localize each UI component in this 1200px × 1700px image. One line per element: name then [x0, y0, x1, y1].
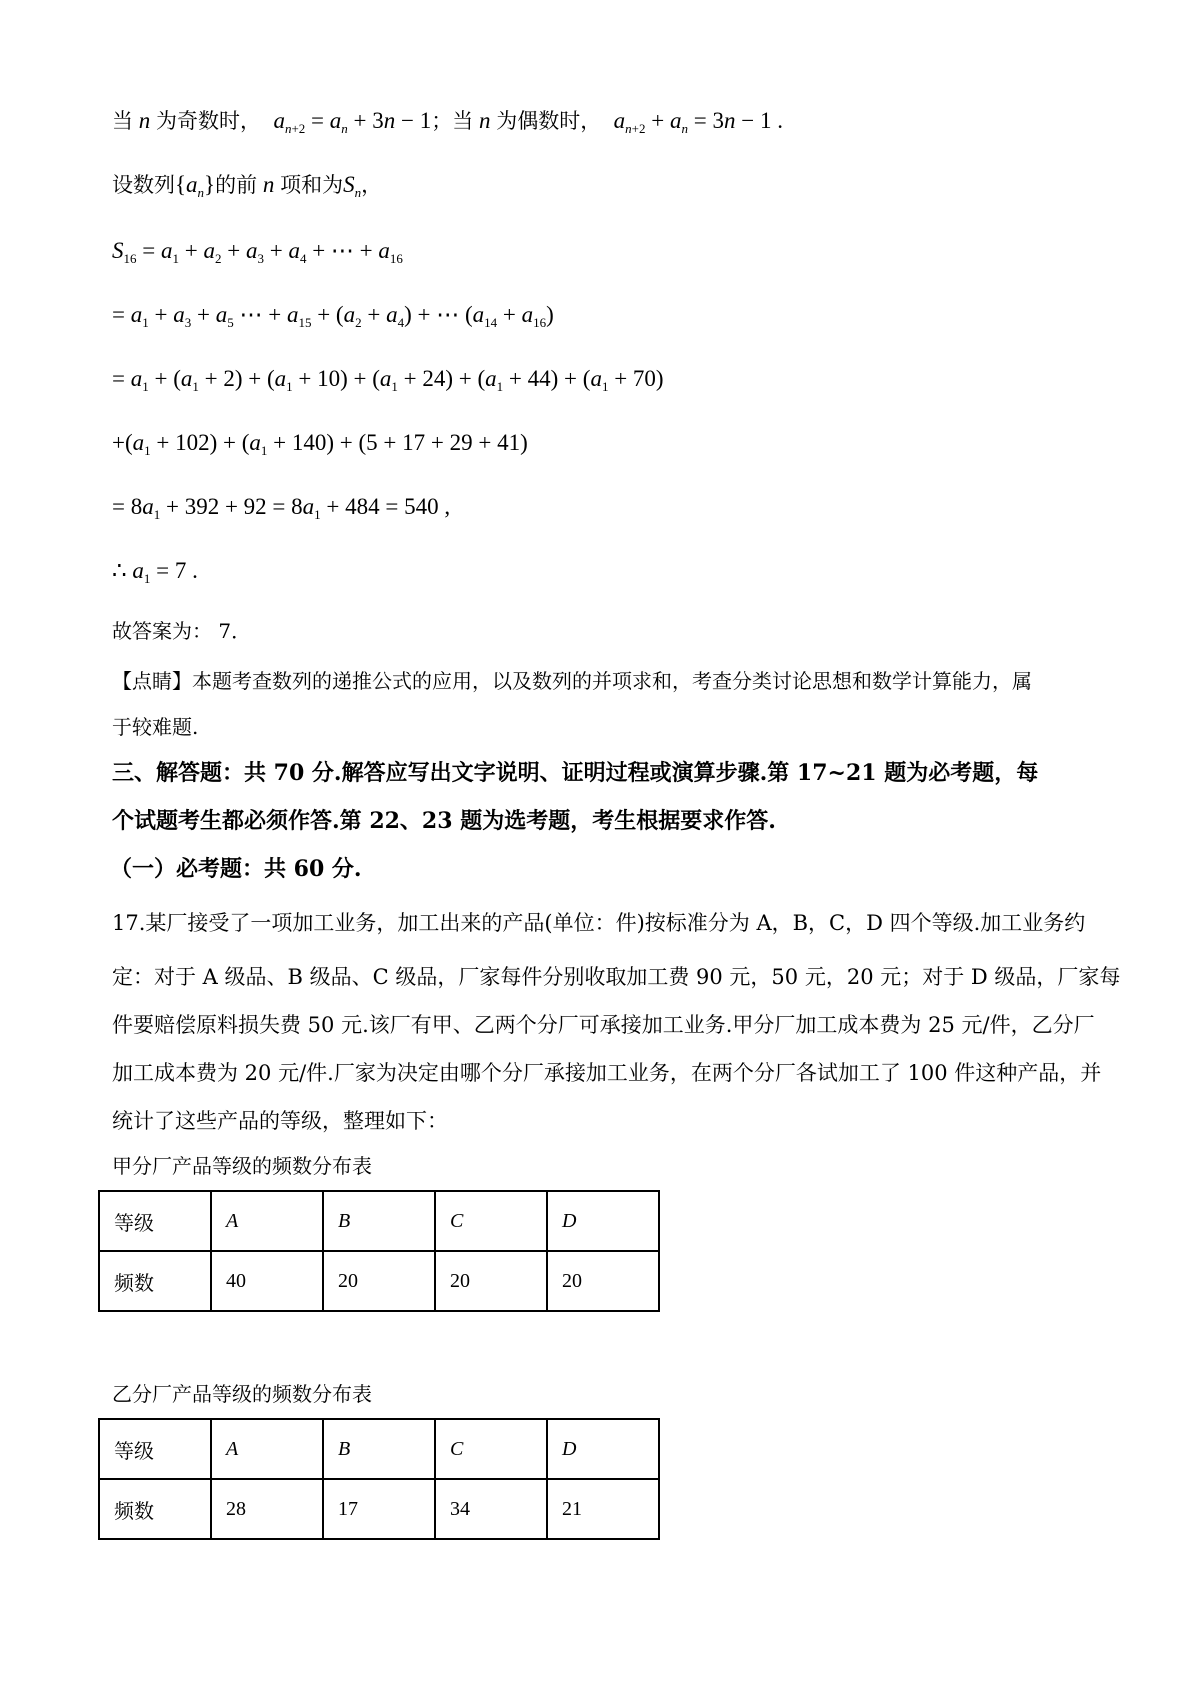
table-row [99, 1419, 659, 1479]
comment-line-1: 【点睛】本题考查数列的递推公式的应用，以及数列的并项求和，考查分类讨论思想和数学计算能力，属 [112, 669, 1032, 693]
table-cell: 等级 [99, 1419, 211, 1479]
problem-line-5: 统计了这些产品的等级，整理如下： [112, 1109, 448, 1133]
section-heading-line-1: 三、解答题：共 70 分.解答应写出文字说明、证明过程或演算步骤.第 17~21 题为必考题，每 [112, 760, 1039, 786]
equation-s16: $S_{16} = a_1 + a_2 + a_3 + a_4$ + ⋯ + $a_{16}$ [112, 238, 403, 266]
equation-result: ∴ $a_1 = 7$ . [112, 558, 198, 586]
text-even-case: 为偶数时， [496, 109, 602, 133]
formula-even: $a_{n+2} + a_n = 3n - 1$ . [613, 108, 783, 136]
problem-line-2: 定：对于 A 级品、B 级品、C 级品，厂家每件分别收取加工费 90 元，50 元，20 元；对于 D 级品，厂家每 [112, 965, 1121, 989]
equation-step-3: = $a_1 + (a_1 + 2) + (a_1 + 10) + (a_1 + 24) + (a_1 + 44) + (a_1 + 70)$ [112, 366, 664, 394]
problem-line-1: 17.某厂接受了一项加工业务，加工出来的产品(单位：件)按标准分为 A，B，C，D 四个等级.加工业务约 [112, 911, 1086, 935]
text-dang: 当 [112, 109, 133, 133]
table-cell: 频数 [99, 1479, 211, 1539]
table-cell: 20 [435, 1251, 547, 1311]
text-first: 的前 [215, 173, 258, 197]
table-cell: 21 [547, 1479, 659, 1539]
problem-line-4: 加工成本费为 20 元/件.厂家为决定由哪个分厂承接加工业务，在两个分厂各试加工了 100 件这种产品，并 [112, 1061, 1102, 1085]
equation-step-2: = $a_1 + a_3 + a_5$ ⋯ + $a_{15} + (a_2 + a_4)$ + ⋯ $(a_{14} + a_{16})$ [112, 302, 554, 330]
sum-definition-line: 设数列$\{a_n\}$的前 n 项和为$S_n$， [112, 172, 383, 200]
sub-heading: （一）必考题：共 60 分. [110, 856, 362, 882]
text-sequence: 设数列 [112, 173, 175, 197]
table-cell: 20 [547, 1251, 659, 1311]
table-row [99, 1479, 659, 1539]
equation-step-4: $+(a_1 + 102) + (a_1 + 140) + (5 + 17 + 29 + 41)$ [112, 430, 528, 458]
table-cell: B [323, 1191, 435, 1251]
table-cell: C [435, 1419, 547, 1479]
text-sum-is: 项和为 [280, 173, 344, 197]
text-odd-case: 为奇数时， [156, 109, 261, 133]
table-cell: 20 [323, 1251, 435, 1311]
recurrence-line: 当 n 为奇数时， $a_{n+2} = a_n + 3n - 1$；当 n 为偶数时， $a_{n+2} + a_n = 3n - 1$ . [112, 108, 783, 136]
table-cell: C [435, 1191, 547, 1251]
text-semicolon-dang: ；当 [431, 109, 474, 133]
table-a [98, 1190, 660, 1312]
table-cell: A [211, 1419, 323, 1479]
table-cell: A [211, 1191, 323, 1251]
table-b-caption: 乙分厂产品等级的频数分布表 [112, 1382, 372, 1406]
table-cell: 28 [211, 1479, 323, 1539]
table-row [99, 1251, 659, 1311]
table-cell: 频数 [99, 1251, 211, 1311]
table-a-caption: 甲分厂产品等级的频数分布表 [112, 1154, 372, 1178]
section-heading-line-2: 个试题考生都必须作答.第 22、23 题为选考题，考生根据要求作答. [112, 808, 776, 834]
table-cell: B [323, 1419, 435, 1479]
table-cell: 17 [323, 1479, 435, 1539]
table-cell: 34 [435, 1479, 547, 1539]
answer-line: 故答案为： 7． [112, 619, 252, 643]
table-cell: D [547, 1191, 659, 1251]
table-cell: 40 [211, 1251, 323, 1311]
table-cell: 等级 [99, 1191, 211, 1251]
equation-step-5: = $8a_1 + 392 + 92 = 8a_1 + 484 = 540$ , [112, 494, 451, 522]
formula-odd: $a_{n+2} = a_n + 3n - 1$ [273, 108, 432, 136]
table-row [99, 1191, 659, 1251]
comment-line-2: 于较难题. [112, 715, 199, 739]
problem-line-3: 件要赔偿原料损失费 50 元.该厂有甲、乙两个分厂可承接加工业务.甲分厂加工成本费为 25 元/件，乙分厂 [112, 1013, 1095, 1037]
table-cell: D [547, 1419, 659, 1479]
table-b [98, 1418, 660, 1540]
